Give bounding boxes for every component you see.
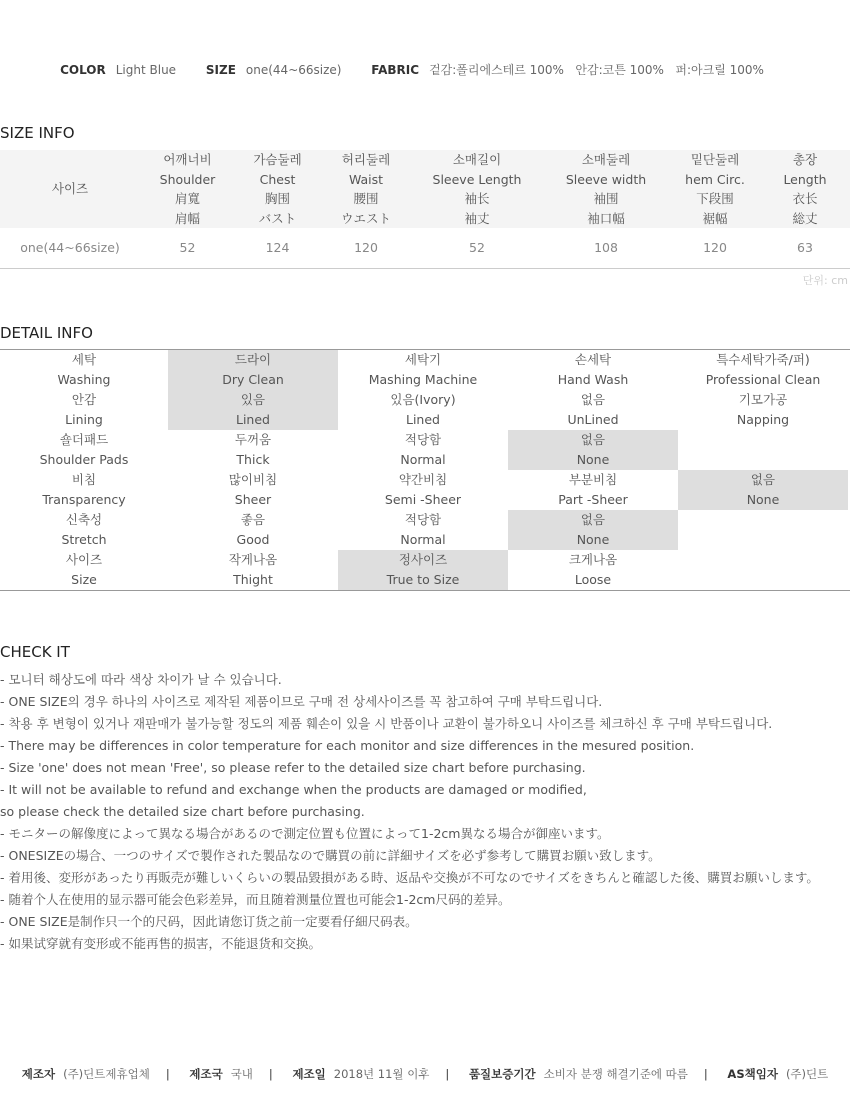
maker-value: (주)딘트제휴업체 xyxy=(63,1067,150,1081)
detail-row-label xyxy=(0,390,168,430)
detail-option-line: 작게나옴 xyxy=(228,552,278,567)
detail-option-line: 약간비침 xyxy=(398,472,448,487)
size-column-header xyxy=(542,150,670,228)
detail-label-line: Transparency xyxy=(42,492,126,507)
size-column-header xyxy=(412,150,542,228)
detail-option-line: Good xyxy=(236,532,270,547)
detail-option xyxy=(508,550,678,590)
detail-label-line: Stretch xyxy=(61,532,107,547)
detail-row xyxy=(0,430,850,470)
detail-option-line: Hand Wash xyxy=(557,372,629,387)
size-value-cell: 52 xyxy=(412,228,542,268)
detail-row-label xyxy=(0,550,168,590)
detail-option xyxy=(168,510,338,550)
size-column-header-line: バスト xyxy=(258,210,297,226)
size-column-header xyxy=(140,150,235,228)
detail-option-line: 두꺼움 xyxy=(234,432,272,447)
detail-option xyxy=(508,390,678,430)
detail-label-line: Lining xyxy=(65,412,103,427)
detail-option xyxy=(678,350,848,390)
fabric-value: 겉감:폴리에스테르 100% 안감:코튼 100% 퍼:아크릴 100% xyxy=(429,63,764,77)
date-value: 2018년 11월 이후 xyxy=(333,1067,430,1081)
detail-option-line: Loose xyxy=(574,572,612,587)
maker-label: 제조자 xyxy=(21,1067,56,1081)
detail-option xyxy=(338,350,508,390)
size-column-header-line: 袖围 xyxy=(593,191,619,206)
check-note-line: - ONE SIZE是制作只一个的尺码，因此请您订货之前一定要看仔細尺码表。 xyxy=(0,914,418,929)
detail-row-label xyxy=(0,510,168,550)
size-column-header-line: 下段围 xyxy=(696,191,734,206)
detail-label-line: 비침 xyxy=(71,472,97,487)
size-column-header-line: ウエスト xyxy=(340,210,391,226)
detail-option-line: 있음(Ivory) xyxy=(390,392,456,407)
detail-option-line: 없음 xyxy=(580,392,606,407)
check-note-line: - 如果试穿就有变形或不能再售的损害，不能退货和交换。 xyxy=(0,936,321,951)
detail-option-line: 적당함 xyxy=(404,432,442,447)
detail-option-line: 있음 xyxy=(240,392,266,407)
detail-row-label xyxy=(0,350,168,390)
date-label: 제조일 xyxy=(292,1067,326,1081)
check-note-line: - 착용 후 변형이 있거나 재판매가 불가능할 정도의 제품 훼손이 있을 시 반품이나 교환이 불가하오니 사이즈를 체크하신 후 구매 부탁드립니다. xyxy=(0,716,773,731)
size-value-cell: 52 xyxy=(140,228,235,268)
size-value-cell: 108 xyxy=(542,228,670,268)
detail-option-line: Lined xyxy=(236,412,270,427)
size-column-header-line: 肩幅 xyxy=(174,210,200,226)
check-note-line: so please check the detailed size chart before purchasing. xyxy=(0,804,365,819)
size-table xyxy=(0,150,850,269)
detail-label-line: 사이즈 xyxy=(65,552,103,567)
detail-option-selected xyxy=(168,390,338,430)
detail-option-line: 없음 xyxy=(580,512,606,527)
size-column-header-line: 총장 xyxy=(792,152,818,167)
detail-row xyxy=(0,510,850,550)
detail-row xyxy=(0,350,850,390)
size-value-cell: 124 xyxy=(235,228,320,268)
size-column-header-line: 胸围 xyxy=(264,191,290,206)
detail-option-line: 적당함 xyxy=(404,512,442,527)
size-column-header-line: 허리둘레 xyxy=(341,152,391,167)
check-note-line: - There may be differences in color temperature for each monitor and size differences in the mesured position. xyxy=(0,738,695,753)
detail-row xyxy=(0,390,850,430)
size-column-header-line: hem Circ. xyxy=(685,171,745,187)
detail-option-selected xyxy=(508,510,678,550)
size-column-header-line: Waist xyxy=(348,171,384,187)
size-column-header-line: 袖长 xyxy=(464,191,490,206)
size-value: one(44~66size) xyxy=(245,63,342,77)
detail-option-line: Lined xyxy=(406,412,440,427)
detail-option-line: Thick xyxy=(236,452,270,467)
detail-option xyxy=(168,430,338,470)
detail-option-line: Semi -Sheer xyxy=(384,492,462,507)
detail-option-line: 특수세탁가죽/퍼) xyxy=(716,352,810,367)
size-table-row xyxy=(0,228,850,268)
detail-option xyxy=(168,550,338,590)
detail-option-line: Sheer xyxy=(234,492,272,507)
country-label: 제조국 xyxy=(189,1067,223,1081)
detail-label-line: 세탁 xyxy=(71,352,97,367)
detail-option-line: None xyxy=(576,452,610,467)
as-label: AS책임자 xyxy=(727,1067,778,1081)
size-column-header-line: 肩寬 xyxy=(174,191,200,206)
check-note-line: - 着用後、変形があったり再販売が難しいくらいの製品毀損がある時、返品や交換が不可なのでサイズをきちんと確認した後、購買お願いします。 xyxy=(0,870,819,885)
detail-option xyxy=(338,430,508,470)
detail-label-line: 안감 xyxy=(71,392,97,407)
detail-option-line: 크게나옴 xyxy=(568,552,618,567)
size-column-header-line: 袖丈 xyxy=(464,210,490,226)
size-column-header-line: 밑단둘레 xyxy=(690,152,740,167)
detail-row-label xyxy=(0,430,168,470)
detail-option-line: True to Size xyxy=(386,572,460,587)
detail-table xyxy=(0,349,850,591)
detail-label-line: 신축성 xyxy=(65,512,103,527)
detail-option-line: None xyxy=(576,532,610,547)
country-value: 국내 xyxy=(230,1067,253,1081)
detail-label-line: Shoulder Pads xyxy=(39,452,129,467)
detail-option xyxy=(508,470,678,510)
detail-option-selected xyxy=(168,350,338,390)
detail-option xyxy=(338,470,508,510)
detail-label-line: Size xyxy=(71,572,97,587)
detail-option-line: 부분비침 xyxy=(568,472,618,487)
size-column-header-line: Sleeve Length xyxy=(432,171,522,187)
detail-option-selected xyxy=(338,550,508,590)
detail-row xyxy=(0,470,850,510)
detail-option-line: 좋음 xyxy=(240,512,266,527)
check-it-title: CHECK IT xyxy=(0,643,70,661)
detail-option xyxy=(678,510,848,550)
unit-label: 단위: cm xyxy=(802,274,848,287)
size-info-title: SIZE INFO xyxy=(0,124,75,142)
detail-row xyxy=(0,550,850,590)
check-note-line: - モニターの解像度によって異なる場合があるので測定位置も位置によって1-2cm異なる場合が御座います。 xyxy=(0,826,610,841)
size-column-header-line: Length xyxy=(783,171,827,187)
size-value-cell: 120 xyxy=(320,228,412,268)
size-column-header-line: Shoulder xyxy=(159,171,216,187)
detail-option-line: Napping xyxy=(736,412,790,427)
size-label: SIZE xyxy=(205,63,236,77)
detail-option-selected xyxy=(678,470,848,510)
size-column-header xyxy=(235,150,320,228)
detail-label-line: 숄더패드 xyxy=(59,432,109,447)
check-note-line: - 모니터 해상도에 따라 색상 차이가 날 수 있습니다. xyxy=(0,672,282,687)
warranty-value: 소비자 분쟁 해결기준에 따름 xyxy=(543,1067,688,1081)
product-spec-row xyxy=(0,61,850,78)
detail-label-line: Washing xyxy=(57,372,111,387)
size-value-cell: 63 xyxy=(760,228,850,268)
check-note-line: - Size 'one' does not mean 'Free', so please refer to the detailed size chart before purchasing. xyxy=(0,760,586,775)
size-column-header xyxy=(320,150,412,228)
detail-option-line: UnLined xyxy=(567,412,619,427)
size-column-header-line: 소매둘레 xyxy=(581,152,631,167)
color-value: Light Blue xyxy=(115,63,177,77)
check-note-line: - It will not be available to refund and exchange when the products are damaged or modified, xyxy=(0,782,587,797)
color-label: COLOR xyxy=(60,63,106,77)
detail-option-line: 많이비침 xyxy=(228,472,278,487)
detail-option-line: Dry Clean xyxy=(222,372,284,387)
detail-option-line: 손세탁 xyxy=(574,352,612,367)
size-value-cell: 120 xyxy=(670,228,760,268)
detail-option xyxy=(508,350,678,390)
detail-option-selected xyxy=(508,430,678,470)
size-column-header-line: 소매길이 xyxy=(452,152,502,167)
detail-option xyxy=(338,390,508,430)
detail-option xyxy=(678,430,848,470)
as-value: (주)딘트 xyxy=(785,1067,829,1081)
check-note-line: - ONE SIZE의 경우 하나의 사이즈로 제작된 제품이므로 구매 전 상세사이즈를 꼭 참고하여 구매 부탁드립니다. xyxy=(0,694,603,709)
detail-option-line: 정사이즈 xyxy=(398,552,448,567)
check-it-notes xyxy=(0,669,850,955)
size-column-header-line: Chest xyxy=(259,171,296,187)
detail-option-line: Mashing Machine xyxy=(368,372,478,387)
product-legal-footer: 제조자 (주)딘트제휴업체 | 제조국 국내 | 제조일 2018년 11월 이후 | 품질보증기간 소비자 분쟁 해결기준에 따름 | AS책임자 (주)딘트 xyxy=(21,1067,829,1081)
size-column-header-line: 腰围 xyxy=(353,191,379,206)
detail-info-title: DETAIL INFO xyxy=(0,324,93,342)
detail-option-line: None xyxy=(746,492,780,507)
detail-row-label xyxy=(0,470,168,510)
detail-option xyxy=(678,550,848,590)
detail-option-line: Normal xyxy=(400,452,446,467)
warranty-label: 품질보증기간 xyxy=(468,1067,536,1081)
detail-option-line: Thight xyxy=(233,572,273,587)
detail-option-line: Normal xyxy=(400,532,446,547)
detail-option-line: 없음 xyxy=(750,472,776,487)
fabric-label: FABRIC xyxy=(371,63,420,77)
detail-option-line: 세탁기 xyxy=(404,352,442,367)
size-column-header-line: 総丈 xyxy=(792,210,818,226)
size-column-header-line: Sleeve width xyxy=(565,171,647,187)
size-column-header-line: 衣长 xyxy=(792,191,818,206)
size-row-header: 사이즈 xyxy=(0,150,140,228)
size-row-label: one(44~66size) xyxy=(0,228,140,268)
size-column-header xyxy=(760,150,850,228)
detail-option xyxy=(678,390,848,430)
size-column-header-line: 袖口幅 xyxy=(587,210,625,226)
check-note-line: - 随着个人在使用的显示器可能会色彩差异，而且随着测量位置也可能会1-2cm尺码的差异。 xyxy=(0,892,511,907)
size-column-header xyxy=(670,150,760,228)
size-column-header-line: 가슴둘레 xyxy=(253,152,302,167)
detail-option-line: Professional Clean xyxy=(705,372,821,387)
check-note-line: - ONESIZEの場合、一つのサイズで製作された製品なので購買の前に詳細サイズを必ず参考して購買お願い致します。 xyxy=(0,848,661,863)
detail-option-line: 드라이 xyxy=(234,352,272,367)
detail-option xyxy=(168,470,338,510)
detail-option-line: Part -Sheer xyxy=(558,492,628,507)
detail-option-line: 기모가공 xyxy=(738,392,788,407)
detail-option-line: 없음 xyxy=(580,432,606,447)
size-column-header-line: 어깨너비 xyxy=(163,152,212,167)
size-column-header-line: 裾幅 xyxy=(702,210,728,226)
detail-option xyxy=(338,510,508,550)
